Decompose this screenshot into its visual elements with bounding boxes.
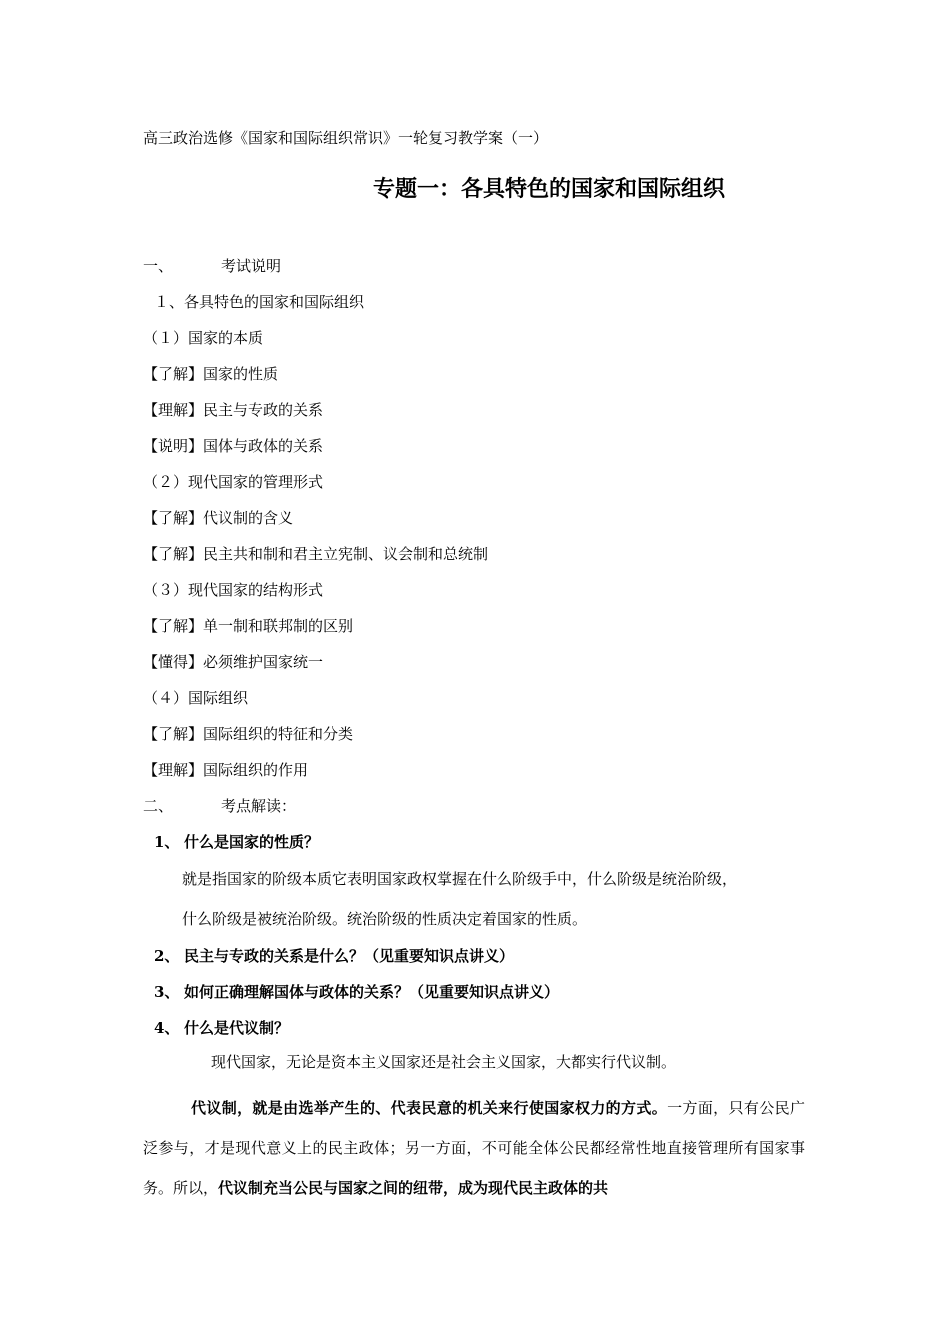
section1-line: 【理解】民主与专政的关系	[143, 401, 324, 419]
section1-line: （２）现代国家的管理形式	[143, 473, 324, 491]
section1-line: 【了解】国际组织的特征和分类	[143, 725, 354, 743]
question-1: 1、 什么是国家的性质？	[154, 833, 320, 851]
section1-number: 一、	[143, 257, 174, 275]
answer-1-line1: 就是指国家的阶级本质它表明国家政权掌握在什么阶级手中，什么阶级是统治阶级，	[182, 870, 738, 888]
section1-title: 考试说明	[221, 257, 282, 275]
section1-heading	[143, 256, 281, 276]
section2-number: 二、	[143, 797, 174, 815]
question-3: 3、 如何正确理解国体与政体的关系？（见重要知识点讲义）	[154, 983, 560, 1001]
section1-line: 【说明】国体与政体的关系	[143, 437, 324, 455]
section1-line: 【懂得】必须维护国家统一	[143, 653, 324, 671]
section1-line: （１）国家的本质	[143, 329, 264, 347]
section1-line: 【理解】国际组织的作用	[143, 761, 309, 779]
section1-line: （３）现代国家的结构形式	[143, 581, 324, 599]
section1-line: 【了解】单一制和联邦制的区别	[143, 617, 354, 635]
question-2: 2、 民主与专政的关系是什么？（见重要知识点讲义）	[154, 947, 515, 965]
section1-line: （４）国际组织	[143, 689, 249, 707]
section1-line: 【了解】国家的性质	[143, 365, 279, 383]
section1-line: 【了解】代议制的含义	[143, 509, 294, 527]
answer-1-line2: 什么阶级是被统治阶级。统治阶级的性质决定着国家的性质。	[182, 910, 588, 928]
section2-heading	[143, 796, 296, 816]
answer-4-paragraph: 代议制，就是由选举产生的、代表民意的机关来行使国家权力的方式。一方面，只有公民广泛参与，才是现代意义上的民主政体；另一方面，不可能全体公民都经常性地直接管理所有国家事务。所以，代议制充当公民与国家之间的纽带，成为现代民主政体的共	[143, 1099, 805, 1197]
question-4: 4、 什么是代议制？	[154, 1019, 290, 1037]
page-title: 专题一：各具特色的国家和国际组织	[373, 177, 726, 202]
answer-4-line1: 现代国家，无论是资本主义国家还是社会主义国家，大都实行代议制。	[211, 1053, 677, 1071]
document-header: 高三政治选修《国家和国际组织常识》一轮复习教学案（一）	[143, 129, 549, 147]
section1-line: 【了解】民主共和制和君主立宪制、议会制和总统制	[143, 545, 489, 563]
section2-title: 考点解读：	[221, 797, 297, 815]
section1-line: １、各具特色的国家和国际组织	[154, 293, 365, 311]
